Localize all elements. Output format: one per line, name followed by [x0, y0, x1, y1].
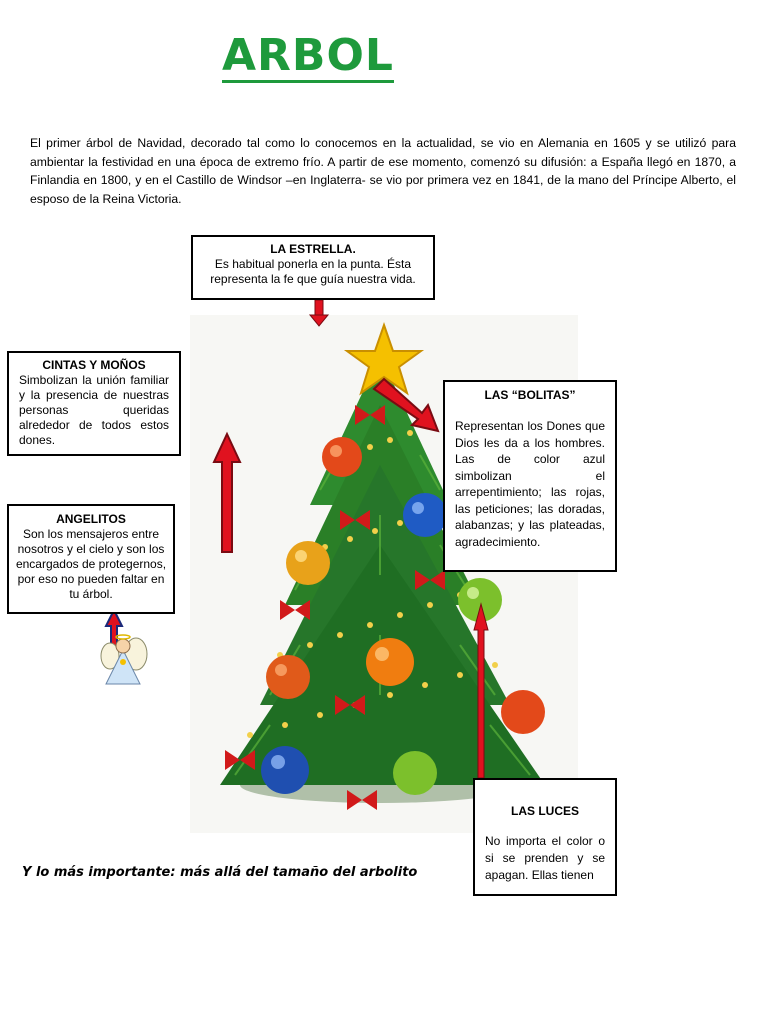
angelitos-box	[7, 504, 175, 614]
closing-text: Y lo más importante: más allá del tamaño del arbolito	[22, 865, 418, 880]
bolitas-text: Representan los Dones que Dios les da a los hombres. Las de color azul simbolizan el arrepentimiento; las rojas, las peticiones; las doradas, alabanzas; y las plateadas, agradecimiento.	[455, 419, 605, 549]
arrow-to-star	[308, 298, 330, 328]
intro-paragraph: El primer árbol de Navidad, decorado tal como lo conocemos en la actualidad, se vio en Alemania en 1605 y se utilizó para ambientar la festividad en una época de extremo frío. A partir de ese momento, comenzó su difusión: a España llegó en 1870, a Finlandia en 1800, y en el Castillo de Windsor –en Inglaterra- se vio por primera vez en 1841, de la mano del Príncipe Alberto, el esposo de la Reina Victoria.	[30, 136, 736, 206]
estrella-text: Es habitual ponerla en la punta. Ésta representa la fe que guía nuestra vida.	[210, 257, 416, 286]
cintas-box	[7, 351, 181, 456]
luces-box	[473, 778, 617, 896]
bolitas-heading: LAS “BOLITAS”	[484, 388, 576, 402]
angel-icon	[92, 628, 156, 688]
angelitos-heading: ANGELITOS	[56, 512, 126, 526]
arrow-luces	[472, 602, 490, 780]
cintas-heading: CINTAS Y MOÑOS	[42, 358, 146, 372]
estrella-heading: LA ESTRELLA.	[270, 242, 356, 256]
bolitas-box	[443, 380, 617, 572]
arrow-cintas	[212, 432, 242, 554]
page-title: ARBOL	[222, 30, 394, 81]
estrella-box	[191, 235, 435, 300]
angelitos-text: Son los mensajeros entre nosotros y el cielo y son los encargados de protegernos, por eso no pueden faltar en tu árbol.	[15, 527, 167, 601]
arrow-bolitas	[370, 375, 442, 435]
luces-text: No importa el color o si se prenden y se apagan. Ellas tienen	[485, 834, 605, 882]
luces-heading: LAS LUCES	[510, 804, 579, 818]
cintas-text: Simbolizan la unión familiar y la presencia de nuestras personas queridas alrededor de todos estos dones.	[19, 373, 169, 447]
